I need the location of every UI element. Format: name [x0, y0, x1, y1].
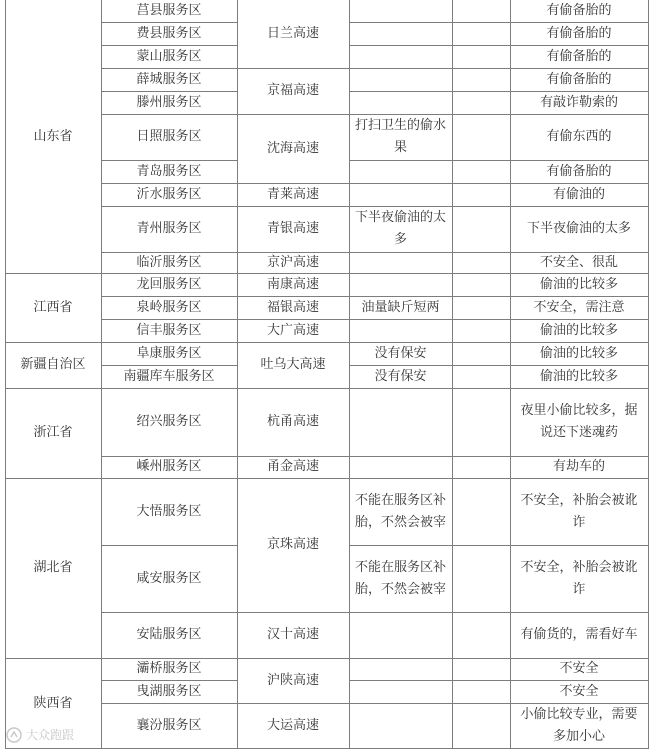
- remark-cell: 下半夜偷油的太多: [526, 221, 631, 236]
- table-rule: [349, 478, 649, 479]
- service-area-cell: 咸安服务区: [136, 570, 202, 586]
- highway-cell: 杭甬高速: [266, 414, 319, 429]
- remark-cell: 有偷东西的: [546, 129, 612, 144]
- remark-cell: 有偷备胎的: [546, 48, 612, 64]
- remark-cell: 有偷油的: [552, 186, 605, 202]
- table-rule: [349, 680, 649, 681]
- service-area-cell: 信丰服务区: [136, 322, 202, 338]
- table-rule: [237, 388, 350, 389]
- note-cell: 没有保安: [374, 368, 427, 384]
- table-rule: [101, 91, 238, 92]
- note-cell: 不能在服务区补胎，不然会被宰: [355, 492, 447, 530]
- remark-cell: 不安全: [559, 683, 599, 699]
- service-area-cell: 日照服务区: [136, 129, 202, 144]
- province-cell: 江西省: [33, 299, 73, 315]
- highway-cell: 吐乌大高速: [260, 357, 326, 372]
- highway-cell: 福银高速: [266, 299, 319, 315]
- table-rule: [349, 319, 649, 320]
- table-rule: [349, 91, 649, 92]
- service-area-cell: 安陆服务区: [136, 627, 202, 642]
- table-rule: [101, 388, 238, 389]
- highway-cell: 京福高速: [266, 83, 319, 98]
- table-rule: [237, 206, 350, 207]
- table-rule: [101, 365, 238, 366]
- province-cell: 浙江省: [33, 425, 73, 440]
- remark-cell: 不安全，需注意: [533, 299, 625, 315]
- table-rule: [101, 456, 238, 457]
- service-area-cell: 襄汾服务区: [136, 718, 202, 733]
- service-area-cell: 大悟服务区: [136, 503, 202, 519]
- table-rule: [237, 703, 350, 704]
- table-rule: [237, 296, 350, 297]
- table-rule: [237, 252, 350, 253]
- note-cell: 油量缺斤短两: [361, 299, 440, 315]
- service-area-cell: 青州服务区: [136, 221, 202, 236]
- province-cell: 新疆自治区: [20, 357, 86, 372]
- table-rule: [5, 0, 6, 749]
- highway-cell: 日兰高速: [266, 26, 319, 41]
- remark-cell: 夜里小偷比较多，据说还下迷魂药: [520, 403, 638, 440]
- table-rule: [349, 296, 649, 297]
- table-rule: [101, 478, 238, 479]
- table-rule: [5, 342, 102, 343]
- service-area-cell: 灞桥服务区: [136, 661, 202, 676]
- table-rule: [648, 0, 649, 749]
- table-rule: [349, 456, 649, 457]
- table-rule: [101, 114, 238, 115]
- highway-cell: 青银高速: [266, 221, 319, 236]
- remark-cell: 有偷备胎的: [546, 3, 612, 18]
- table-rule: [101, 545, 238, 546]
- table-rule: [349, 703, 649, 704]
- table-rule: [5, 388, 102, 389]
- table-rule: [349, 365, 649, 366]
- service-area-cell: 莒县服务区: [136, 3, 202, 18]
- highway-cell: 沪陕高速: [266, 672, 319, 688]
- table-rule: [101, 296, 238, 297]
- table-rule: [349, 160, 649, 161]
- service-area-cell: 滕州服务区: [136, 94, 202, 110]
- remark-cell: 小偷比较专业，需要多加小心: [520, 707, 638, 744]
- service-area-cell: 曳湖服务区: [136, 683, 202, 699]
- note-cell: 没有保安: [374, 345, 427, 361]
- service-area-cell: 泉岭服务区: [136, 299, 202, 315]
- service-area-cell: 薛城服务区: [136, 71, 202, 87]
- table-rule: [237, 183, 350, 184]
- remark-cell: 有劫车的: [552, 459, 605, 474]
- remark-cell: 有偷备胎的: [546, 71, 612, 87]
- watermark: [6, 726, 74, 743]
- table-rule: [349, 252, 649, 253]
- table-rule: [101, 680, 238, 681]
- highway-cell: 青莱高速: [266, 186, 319, 202]
- service-area-cell: 南疆库车服务区: [123, 368, 215, 384]
- table-rule: [237, 68, 350, 69]
- table-rule: [349, 612, 649, 613]
- table-rule: [349, 388, 649, 389]
- table-rule: [349, 206, 649, 207]
- service-area-cell: 嵊州服务区: [136, 459, 202, 474]
- remark-cell: 偷油的比较多: [539, 368, 618, 384]
- highway-cell: 汉十高速: [266, 627, 319, 642]
- table-rule: [237, 114, 350, 115]
- table-rule: [101, 183, 238, 184]
- highway-cell: 京珠高速: [266, 537, 319, 552]
- highway-cell: 京沪高速: [266, 254, 319, 270]
- table-rule: [510, 0, 511, 749]
- service-area-cell: 绍兴服务区: [136, 414, 202, 429]
- service-area-cell: 临沂服务区: [136, 254, 202, 270]
- province-cell: 陕西省: [33, 695, 73, 711]
- note-cell: 下半夜偷油的太多: [355, 210, 447, 247]
- table-rule: [101, 206, 238, 207]
- table-rule: [349, 545, 649, 546]
- table-rule: [5, 478, 102, 479]
- table-rule: [237, 342, 350, 343]
- service-area-cell: 青岛服务区: [136, 163, 202, 179]
- table-rule: [101, 703, 238, 704]
- remark-cell: 不安全: [559, 661, 599, 676]
- table-rule: [349, 114, 649, 115]
- remark-cell: 不安全、很乱: [539, 254, 618, 270]
- table-rule: [101, 658, 238, 659]
- remark-cell: 不安全，补胎会被讹诈: [520, 492, 638, 530]
- table-rule: [452, 0, 453, 749]
- table-rule: [349, 183, 649, 184]
- remark-cell: 偷油的比较多: [539, 345, 618, 361]
- remark-cell: 有偷备胎的: [546, 163, 612, 179]
- table-rule: [237, 478, 350, 479]
- table-rule: [101, 273, 238, 274]
- highway-cell: 南康高速: [266, 276, 319, 292]
- service-area-cell: 龙回服务区: [136, 276, 202, 292]
- remark-cell: 不安全，补胎会被讹诈: [520, 559, 638, 597]
- service-area-cell: 阜康服务区: [136, 345, 202, 361]
- table-rule: [349, 68, 649, 69]
- table-rule: [101, 68, 238, 69]
- province-cell: 湖北省: [33, 560, 73, 575]
- table-rule: [237, 612, 350, 613]
- table-rule: [237, 0, 238, 749]
- table-rule: [101, 252, 238, 253]
- table-rule: [5, 273, 102, 274]
- table-rule: [101, 319, 238, 320]
- remark-cell: 有敲诈勒索的: [539, 94, 618, 110]
- table-rule: [349, 658, 649, 659]
- table-rule: [101, 612, 238, 613]
- highway-cell: 大运高速: [266, 718, 319, 733]
- table-rule: [237, 456, 350, 457]
- province-cell: 山东省: [33, 128, 73, 144]
- remark-cell: 偷油的比较多: [539, 276, 618, 292]
- remark-cell: 有偷货的，需看好车: [520, 627, 638, 642]
- table-rule: [349, 22, 649, 23]
- table-rule: [349, 0, 350, 749]
- highway-cell: 甬金高速: [266, 459, 319, 474]
- table-rule: [349, 45, 649, 46]
- note-cell: 不能在服务区补胎，不然会被宰: [355, 559, 447, 597]
- table-rule: [101, 45, 238, 46]
- table-rule: [101, 22, 238, 23]
- service-area-cell: 费县服务区: [136, 25, 202, 41]
- highway-cell: 沈海高速: [266, 140, 319, 156]
- remark-cell: 有偷备胎的: [546, 25, 612, 41]
- table-rule: [101, 342, 238, 343]
- table-rule: [349, 342, 649, 343]
- remark-cell: 偷油的比较多: [539, 322, 618, 338]
- service-area-cell: 蒙山服务区: [136, 48, 202, 64]
- table-rule: [237, 273, 350, 274]
- logo-icon: [6, 727, 22, 743]
- table-rule: [349, 273, 649, 274]
- watermark-text: 大众跑跟: [26, 728, 75, 742]
- table-rule: [237, 319, 350, 320]
- table-rule: [101, 160, 238, 161]
- table-rule: [101, 0, 102, 749]
- service-area-cell: 沂水服务区: [136, 186, 202, 202]
- note-cell: 打扫卫生的偷水果: [355, 118, 447, 155]
- table-rule: [5, 658, 102, 659]
- highway-cell: 大广高速: [266, 322, 319, 338]
- table-rule: [237, 658, 350, 659]
